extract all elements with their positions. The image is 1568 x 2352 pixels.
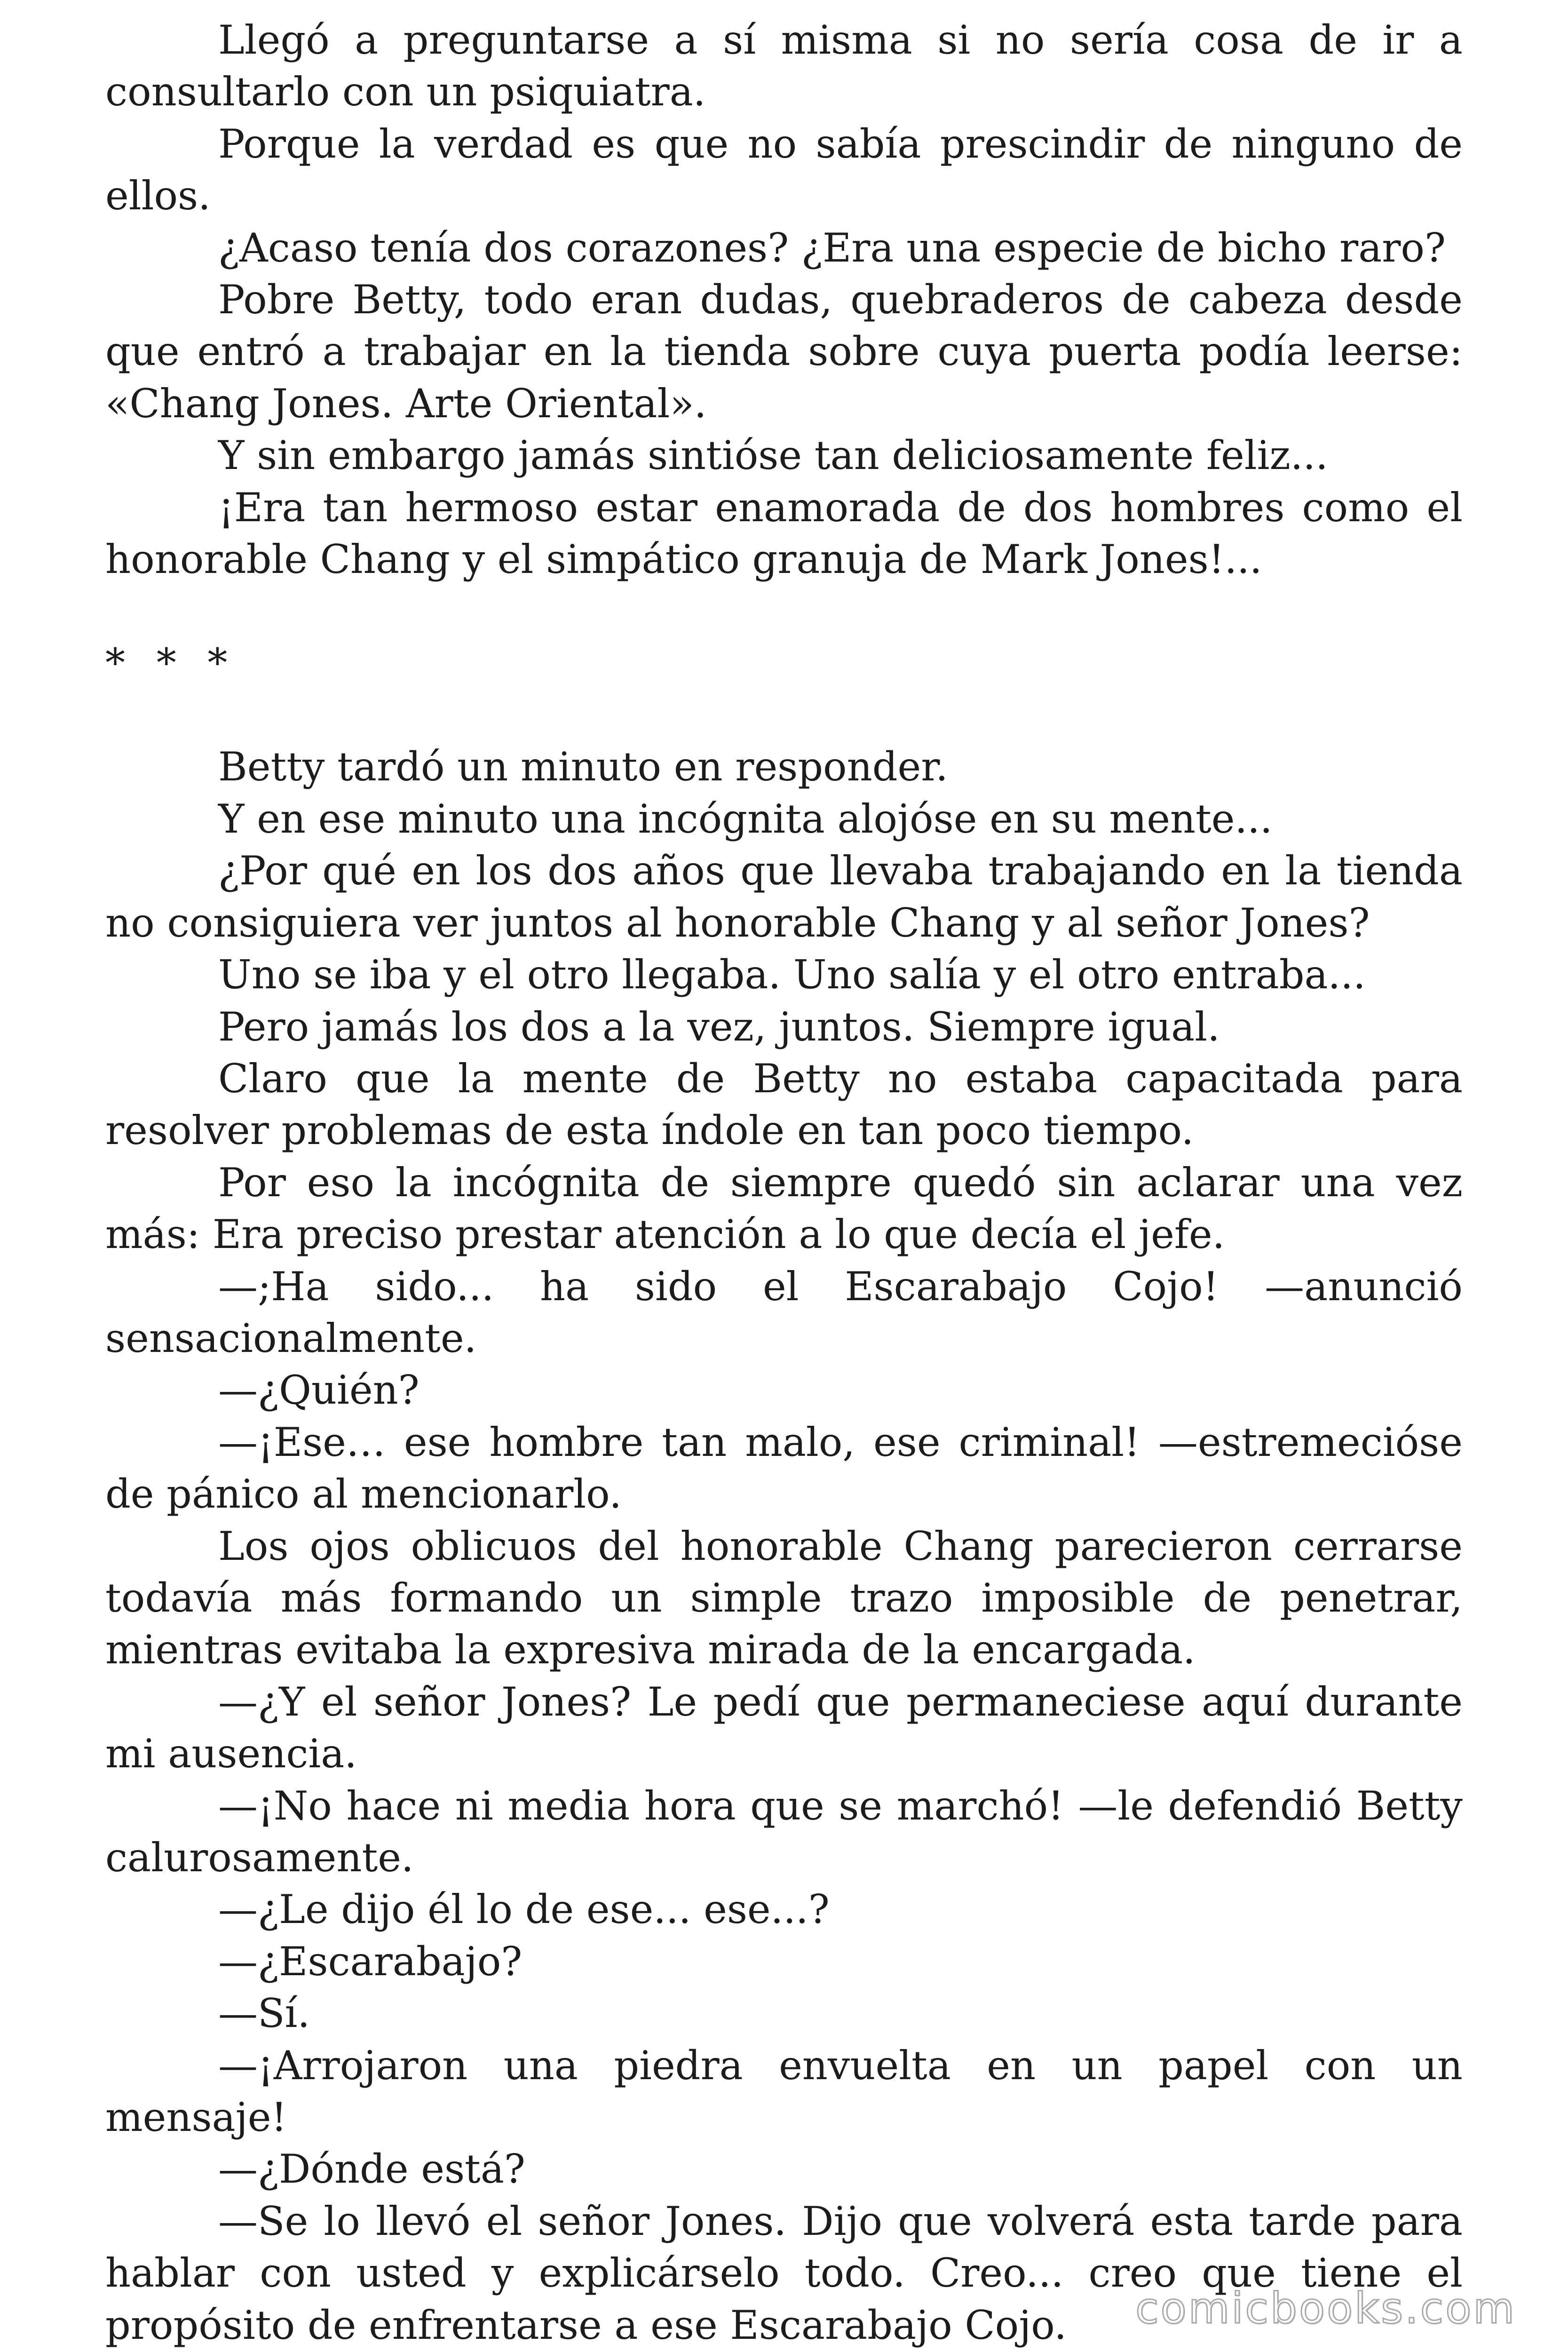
paragraph: —¿Escarabajo? xyxy=(218,1938,523,1985)
paragraph: —¡Ese… ese hombre tan malo, ese criminal! —estremecióse de pánico al mencionarlo. xyxy=(105,1419,1463,1518)
paragraph: —¿Y el señor Jones? Le pedí que permaneciese aquí durante mi ausencia. xyxy=(105,1678,1463,1777)
paragraph: Uno se iba y el otro llegaba. Uno salía y el otro entraba... xyxy=(218,952,1366,998)
paragraph: —¿Dónde está? xyxy=(218,2146,525,2193)
paragraph: Claro que la mente de Betty no estaba capacitada para resolver problemas de esta índole en tan poco tiempo. xyxy=(105,1055,1463,1154)
paragraph: —¡No hace ni media hora que se marchó! —le defendió Betty calurosamente. xyxy=(105,1782,1463,1881)
paragraph: —Se lo llevó el señor Jones. Dijo que volverá esta tarde para hablar con usted y explicárselo todo. Creo... creo que tiene el propósito de enfrentarse a ese Escarabajo Cojo. xyxy=(105,2198,1463,2348)
paragraph: Los ojos oblicuos del honorable Chang parecieron cerrarse todavía más formando un simple trazo imposible de penetrar, mientras evitaba la expresiva mirada de la encargada. xyxy=(105,1523,1463,1673)
watermark: comicbooks.com xyxy=(1135,2284,1516,2333)
paragraph: Por eso la incógnita de siempre quedó sin aclarar una vez más: Era preciso prestar atención a lo que decía el jefe. xyxy=(105,1159,1463,1258)
paragraph: Llegó a preguntarse a sí misma si no sería cosa de ir a consultarlo con un psiquiatra. xyxy=(105,17,1463,115)
paragraph: Pero jamás los dos a la vez, juntos. Siempre igual. xyxy=(218,1003,1220,1050)
section-separator: * * * xyxy=(105,640,237,686)
paragraph: ¡Era tan hermoso estar enamorada de dos hombres como el honorable Chang y el simpático granuja de Mark Jones!... xyxy=(105,484,1463,583)
paragraph: ¿Por qué en los dos años que llevaba trabajando en la tienda no consiguiera ver juntos al honorable Chang y al señor Jones? xyxy=(105,848,1463,946)
paragraph: Y sin embargo jamás sintióse tan deliciosamente feliz... xyxy=(218,432,1328,479)
paragraph: ¿Acaso tenía dos corazones? ¿Era una especie de bicho raro? xyxy=(218,224,1446,271)
paragraph: —;Ha sido... ha sido el Escarabajo Cojo! —anunció sensacionalmente. xyxy=(105,1263,1463,1361)
paragraph: Y en ese minuto una incógnita alojóse en su mente... xyxy=(218,795,1273,842)
paragraph: Porque la verdad es que no sabía prescindir de ninguno de ellos. xyxy=(105,120,1463,219)
paragraph: —Sí. xyxy=(218,1990,310,2037)
paragraph: Pobre Betty, todo eran dudas, quebraderos de cabeza desde que entró a trabajar en la tienda sobre cuya puerta podía leerse: «Chang Jones. Arte Oriental». xyxy=(105,277,1463,427)
paragraph: Betty tardó un minuto en responder. xyxy=(218,744,948,790)
paragraph: —¿Le dijo él lo de ese... ese...? xyxy=(218,1886,830,1933)
page-text xyxy=(105,14,1463,2352)
paragraph: —¡Arrojaron una piedra envuelta en un papel con un mensaje! xyxy=(105,2042,1463,2141)
paragraph: —¿Quién? xyxy=(218,1367,420,1414)
